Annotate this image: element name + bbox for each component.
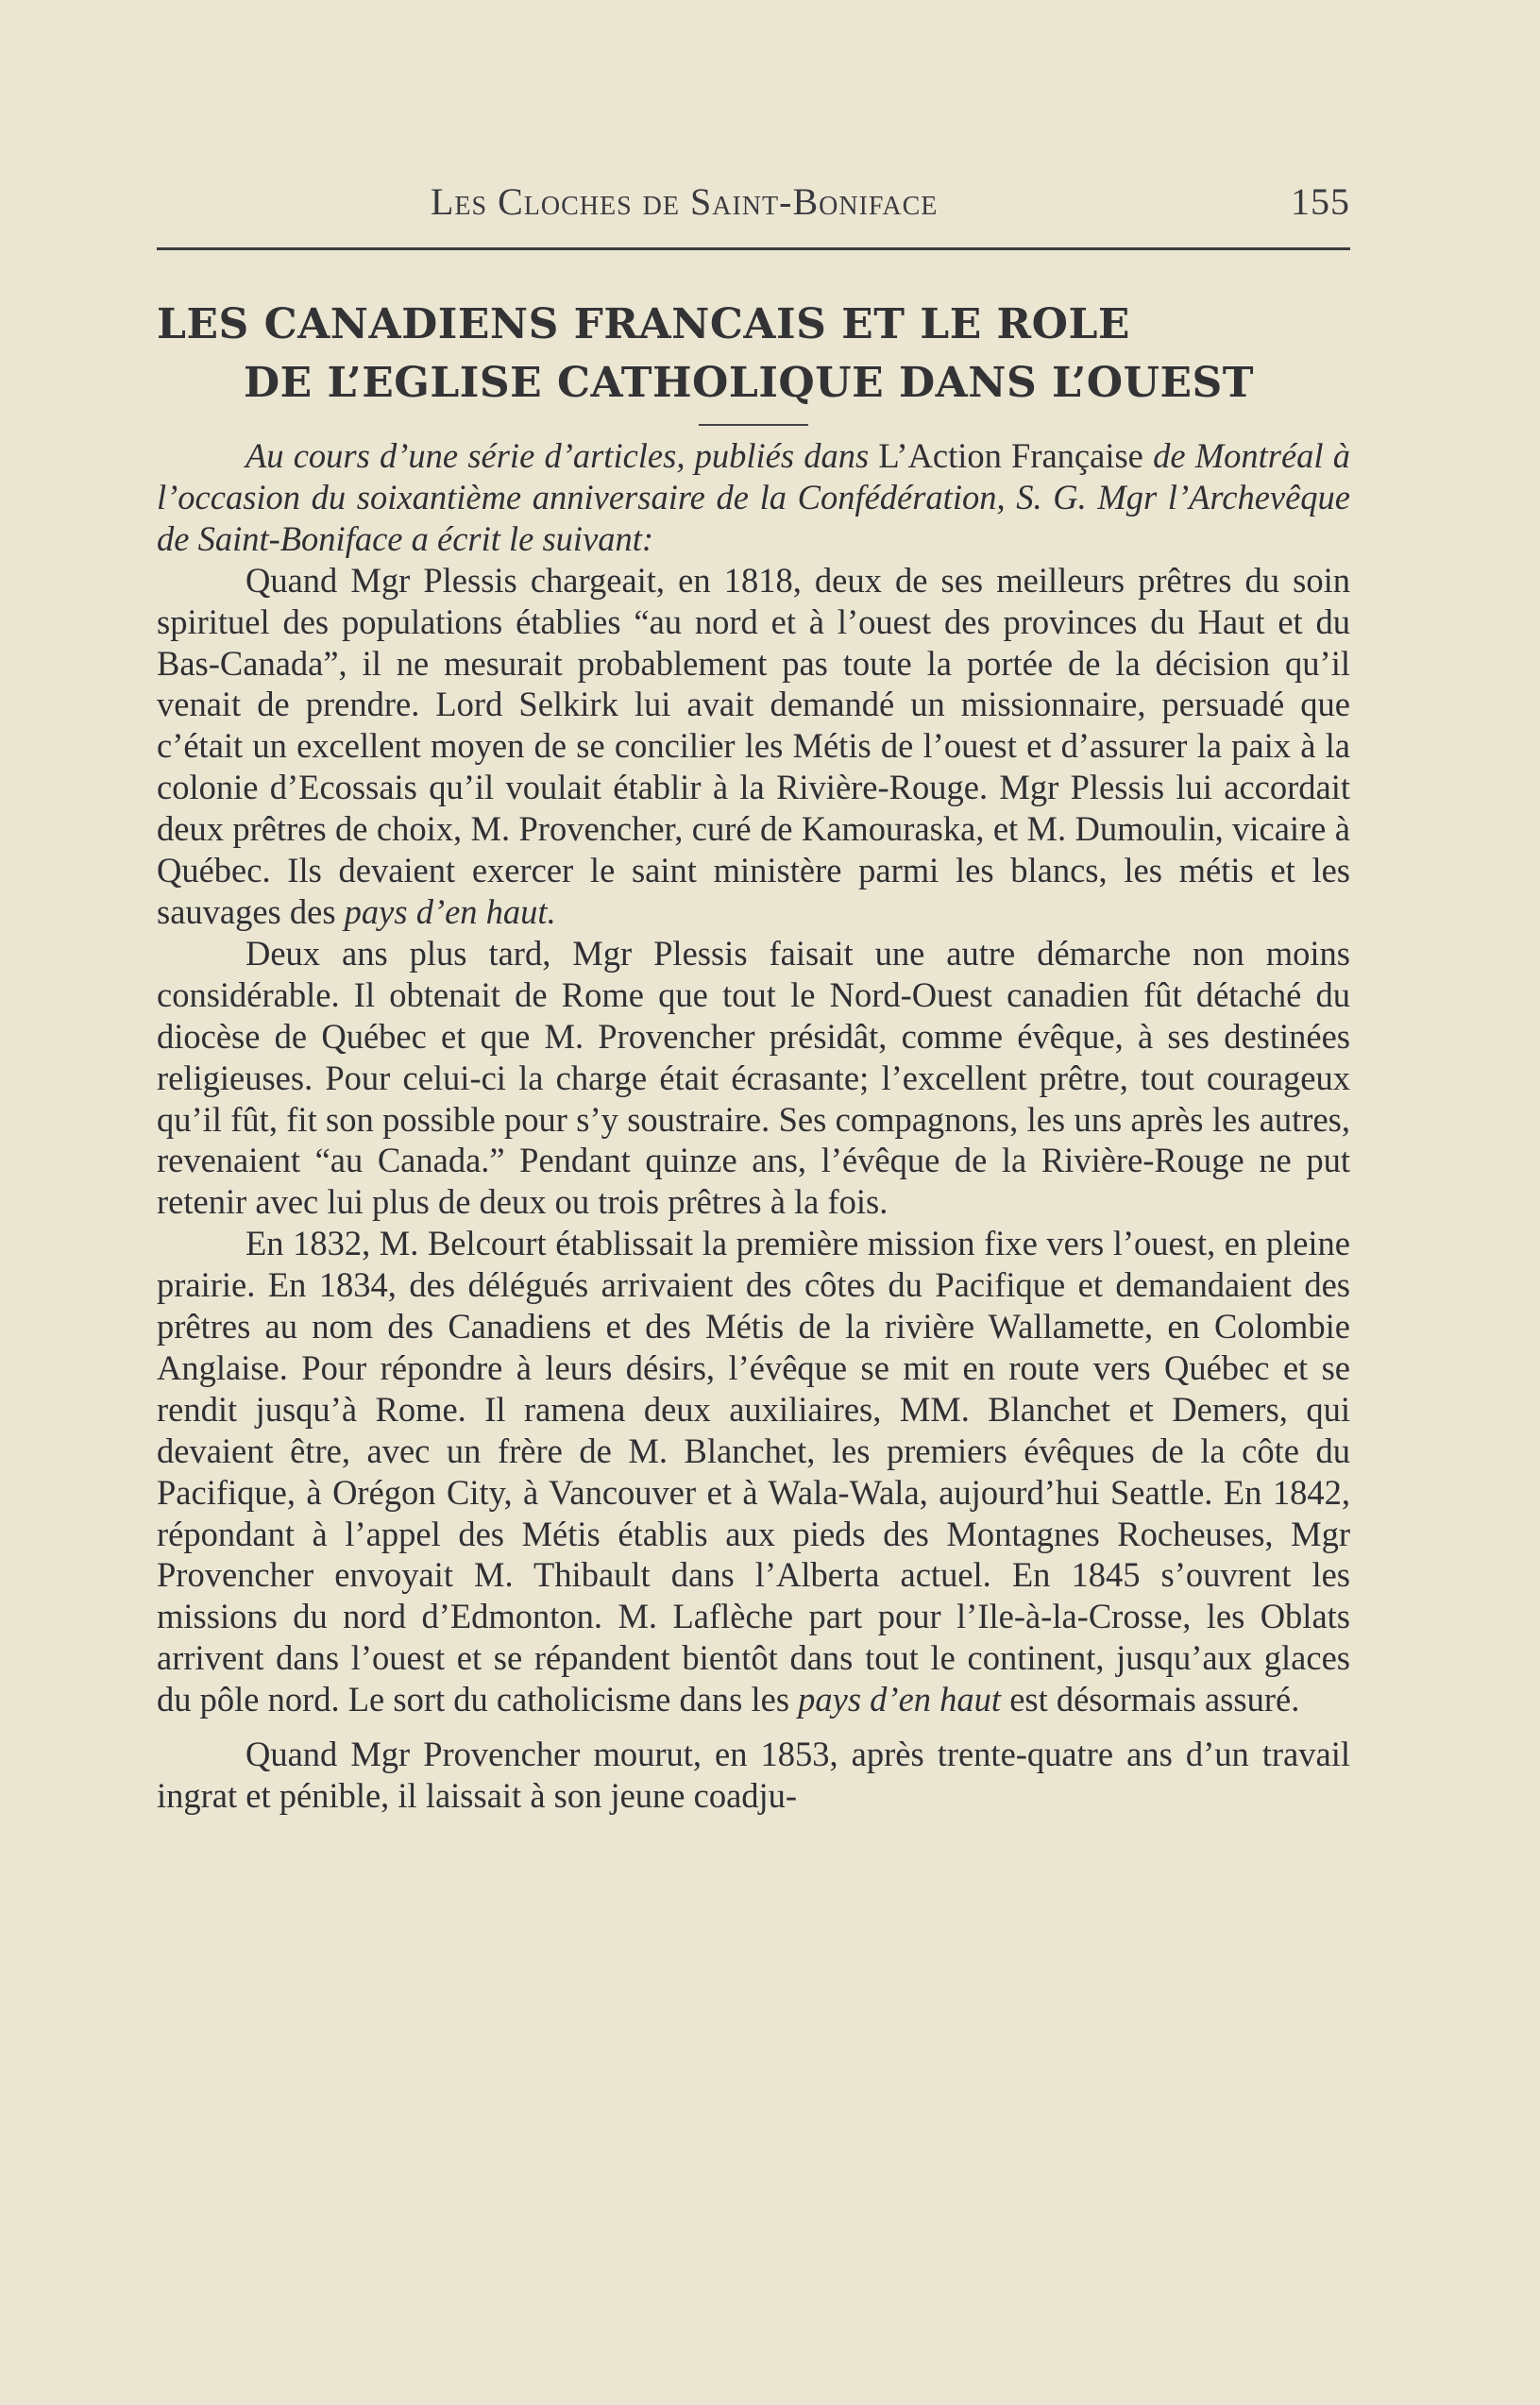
intro-part1: Au cours d’une série d’articles, publiés dans <box>245 436 879 475</box>
page-number: 155 <box>1291 180 1350 223</box>
article-body <box>157 435 1350 1817</box>
paragraph-1 <box>157 560 1350 933</box>
intro-paragraph <box>157 435 1350 560</box>
header-rule <box>157 247 1350 250</box>
paragraph-1-text: Quand Mgr Plessis chargeait, en 1818, deux de ses meilleurs prêtres du soin spirituel des populations établies “au nord et à l’ouest des provinces du Haut et du Bas-Canada”, il ne mesurait probablement pas toute la portée de la décision qu’il venait de prendre. Lord Selkirk lui avait demandé un missionnaire, persuadé que c’était un excellent moyen de se concilier les Métis de l’ouest et d’assurer la paix à la colonie d’Ecossais qu’il voulait établir à la Rivière-Rouge. Mgr Plessis lui accordait deux prêtres de choix, M. Provencher, curé de Kamouraska, et M. Dumoulin, vicaire à Québec. Ils devaient exercer le saint ministère parmi les blancs, les métis et les sauvages des <box>157 560 1350 931</box>
page <box>157 179 1350 1817</box>
paragraph-3 <box>157 1223 1350 1720</box>
running-header <box>157 179 1350 232</box>
running-title: Les Cloches de Saint-Boniface <box>431 180 939 223</box>
paragraph-4: Quand Mgr Provencher mourut, en 1853, après trente-quatre ans d’un travail ingrat et pénible, il laissait à son jeune coadju- <box>157 1735 1350 1815</box>
intro-part2: de Montréal à l’occasion du soixantième anniversaire de la Confédération, S. G. Mgr l’Archevêque de Saint-Boniface a écrit le suivant: <box>157 436 1350 558</box>
journal-name: L’Action Française <box>878 436 1143 475</box>
article-title <box>157 296 1350 413</box>
paragraph-3-text-a: En 1832, M. Belcourt établissait la première mission fixe vers l’ouest, en pleine prairie. En 1834, des délégués arrivaient des côtes du Pacifique et demandaient des prêtres au nom des Canadiens et des Métis de la rivière Wallamette, en Colombie Anglaise. Pour répondre à leurs désirs, l’évêque se mit en route vers Québec et se rendit jusqu’à Rome. Il ramena deux auxiliaires, MM. Blanchet et Demers, qui devaient être, avec un frère de M. Blanchet, les premiers évêques de la côte du Pacifique, à Orégon City, à Vancouver et à Wala-Wala, aujourd’hui Seattle. En 1842, répondant à l’appel des Métis établis aux pieds des Montagnes Rocheuses, Mgr Provencher envoyait M. Thibault dans l’Alberta actuel. En 1845 s’ouvrent les missions du nord d’Edmonton. M. Laflèche part pour l’Ile-à-la-Crosse, les Oblats arrivent dans l’ouest et se répandent bientôt dans tout le continent, jusqu’aux glaces du pôle nord. Le sort du catholicisme dans les <box>157 1224 1350 1719</box>
paragraph-3-text-b: est désormais assuré. <box>1001 1680 1300 1719</box>
paragraph-1-italic: pays d’en haut. <box>344 891 556 931</box>
paragraph-3-italic: pays d’en haut <box>798 1680 1002 1719</box>
paragraph-2: Deux ans plus tard, Mgr Plessis faisait une autre démarche non moins considérable. Il obtenait de Rome que tout le Nord-Ouest canadien fût détaché du diocèse de Québec et que M. Provencher présidât, comme évêque, à ses destinées religieuses. Pour celui-ci la charge était écrasante; l’excellent prêtre, tout courageux qu’il fût, fit son possible pour s’y soustraire. Ses compagnons, les uns après les autres, revenaient “au Canada.” Pendant quinze ans, l’évêque de la Rivière-Rouge ne put retenir avec lui plus de deux ou trois prêtres à la fois. <box>157 933 1350 1222</box>
article-title-line2: DE L’EGLISE CATHOLIQUE DANS L’OUEST <box>244 359 1255 407</box>
article-title-line1: LES CANADIENS FRANCAIS ET LE ROLE <box>157 300 1130 348</box>
title-separator <box>699 424 808 426</box>
